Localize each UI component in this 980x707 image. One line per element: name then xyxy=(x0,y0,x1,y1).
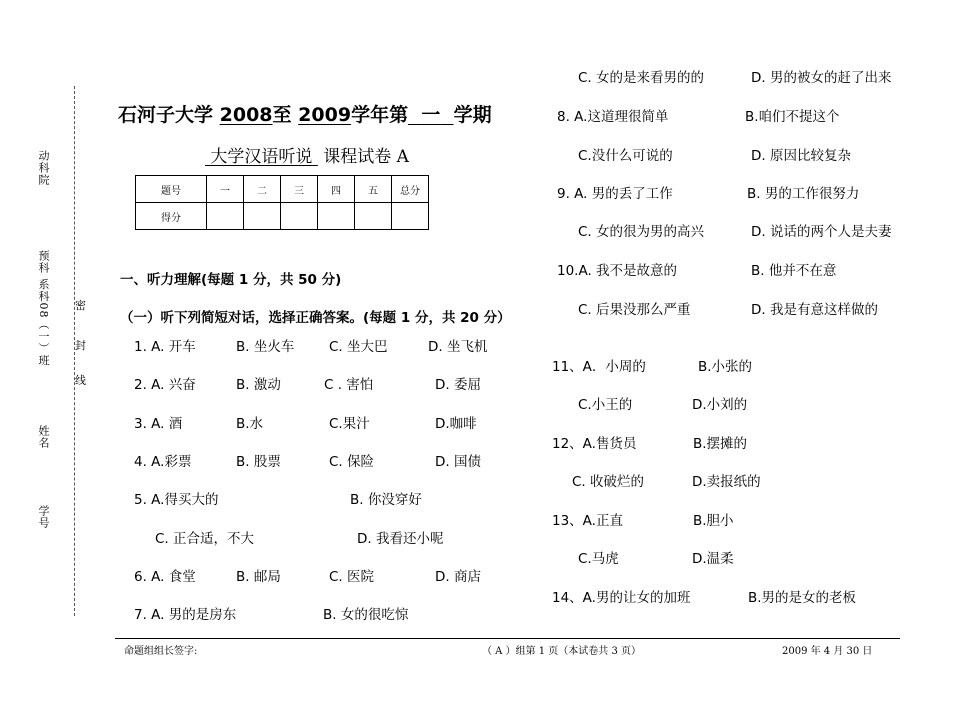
score-cell[interactable] xyxy=(355,203,392,230)
course-title: 大学汉语听说 课程试卷 A xyxy=(210,147,409,167)
student-id-label: 学号 xyxy=(37,505,50,529)
q12-option-a: 12、A.售货员 xyxy=(552,436,637,452)
q4-option-b: B. 股票 xyxy=(236,454,281,470)
q4-option-a: 4. A.彩票 xyxy=(134,454,192,470)
seal-char-2: 封 xyxy=(75,339,86,352)
q12-option-b: B.摆摊的 xyxy=(693,436,748,452)
q6-option-d: D. 商店 xyxy=(435,569,481,585)
q13-option-d: D.温柔 xyxy=(692,551,734,567)
exam-title: 石河子大学 2008至 2009学年第 一 学期 xyxy=(118,104,492,126)
score-table-header-row: 题号 一 二 三 四 五 总分 xyxy=(136,176,429,203)
q6-option-b: B. 邮局 xyxy=(236,569,281,585)
q11-option-b: B.小张的 xyxy=(698,359,753,375)
q8-option-d: D. 原因比较复杂 xyxy=(751,148,851,164)
footer-date: 2009 年 4 月 30 日 xyxy=(782,646,873,657)
q1-option-c: C. 坐大巴 xyxy=(329,339,388,355)
q9-option-d: D. 说话的两个人是夫妻 xyxy=(751,224,892,240)
q4-option-d: D. 国债 xyxy=(435,454,481,470)
q10-option-c: C. 后果没那么严重 xyxy=(578,302,691,318)
q6-option-a: 6. A. 食堂 xyxy=(134,569,196,585)
q1-option-b: B. 坐火车 xyxy=(236,339,295,355)
q3-option-c: C.果汁 xyxy=(329,416,370,432)
q4-option-c: C. 保险 xyxy=(329,454,375,470)
section1-subtitle: （一）听下列简短对话，选择正确答案。(每题 1 分，共 20 分） xyxy=(120,310,511,326)
q13-option-b: B.胆小 xyxy=(693,513,734,529)
footer-divider xyxy=(115,638,900,639)
footer-page-info: （ A ）组第 1 页（本试卷共 3 页） xyxy=(482,646,642,657)
q9-option-a: 9. A. 男的丢了工作 xyxy=(557,186,673,202)
seal-char-1: 密 xyxy=(75,299,86,312)
q7-option-b: B. 女的很吃惊 xyxy=(323,607,409,623)
footer-signature: 命题组组长签字: xyxy=(124,646,198,657)
q11-option-d: D.小刘的 xyxy=(692,397,748,413)
q7-option-c: C. 女的是来看男的的 xyxy=(578,70,705,86)
q13-option-c: C.马虎 xyxy=(578,551,619,567)
q5-option-d: D. 我看还小呢 xyxy=(357,531,444,547)
q14-option-a: 14、A.男的让女的加班 xyxy=(552,590,691,606)
q11-option-c: C.小王的 xyxy=(578,397,633,413)
q1-option-d: D. 坐飞机 xyxy=(428,339,488,355)
q2-option-b: B. 激动 xyxy=(236,377,281,393)
q2-option-d: D. 委屈 xyxy=(435,377,481,393)
q6-option-c: C. 医院 xyxy=(329,569,375,585)
seal-char-3: 线 xyxy=(75,374,86,387)
score-cell[interactable] xyxy=(207,203,244,230)
name-label: 姓名 xyxy=(37,425,50,449)
q2-option-c: C . 害怕 xyxy=(324,377,374,393)
q10-option-a: 10.A. 我不是故意的 xyxy=(557,263,678,279)
score-table-score-row: 得分 xyxy=(136,203,429,230)
q2-option-a: 2. A. 兴奋 xyxy=(134,377,196,393)
score-table xyxy=(135,175,429,230)
section1-title: 一、听力理解(每题 1 分，共 50 分) xyxy=(120,272,342,288)
q7-option-a: 7. A. 男的是房东 xyxy=(134,607,237,623)
q7-option-d: D. 男的被女的赶了出来 xyxy=(751,70,892,86)
q10-option-b: B. 他并不在意 xyxy=(751,263,837,279)
q8-option-a: 8. A.这道理很简单 xyxy=(557,109,669,125)
q5-option-c: C. 正合适，不大 xyxy=(155,531,255,547)
q10-option-d: D. 我是有意这样做的 xyxy=(751,302,878,318)
q12-option-d: D.卖报纸的 xyxy=(692,474,761,490)
q1-option-a: 1. A. 开车 xyxy=(134,339,196,355)
q11-option-a: 11、A．小周的 xyxy=(552,359,646,375)
class-label: 预科 系科08（一）班 xyxy=(37,250,50,367)
score-cell[interactable] xyxy=(318,203,355,230)
q13-option-a: 13、A.正直 xyxy=(552,513,623,529)
q9-option-c: C. 女的很为男的高兴 xyxy=(578,224,705,240)
q9-option-b: B. 男的工作很努力 xyxy=(747,186,860,202)
q3-option-b: B.水 xyxy=(236,416,264,432)
q5-option-a: 5. A.得买大的 xyxy=(134,492,219,508)
q3-option-d: D.咖啡 xyxy=(435,416,477,432)
q5-option-b: B. 你没穿好 xyxy=(350,492,422,508)
q14-option-b: B.男的是女的老板 xyxy=(748,590,857,606)
q8-option-c: C.没什么可说的 xyxy=(578,148,673,164)
q12-option-c: C. 收破烂的 xyxy=(572,474,645,490)
q3-option-a: 3. A. 酒 xyxy=(134,416,183,432)
score-cell[interactable] xyxy=(392,203,429,230)
department-label: 动科院 xyxy=(37,150,50,186)
score-cell[interactable] xyxy=(281,203,318,230)
q8-option-b: B.咱们不提这个 xyxy=(745,109,840,125)
score-cell[interactable] xyxy=(244,203,281,230)
